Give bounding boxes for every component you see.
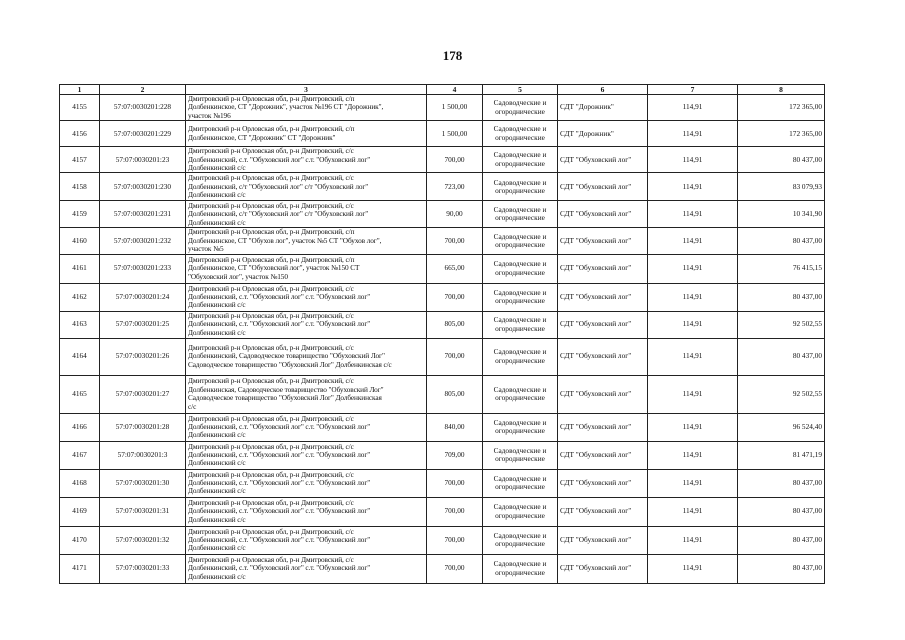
column-number: 3 (186, 85, 427, 95)
column-number: 7 (648, 85, 738, 95)
record-number: 4158 (60, 173, 100, 201)
address-cell (186, 201, 427, 228)
address-line: участок №196 (188, 110, 231, 120)
area-value: 1 500,00 (427, 95, 483, 121)
address-cell (186, 228, 427, 254)
table-body (60, 95, 825, 584)
address-line: "Обуховский лог", участок №150 (188, 271, 288, 281)
address-line: Долбенкинский, с/т "Обуховский лог" с/т "Обуховский лог" (188, 209, 369, 219)
cadastral-value: 92 502,55 (738, 311, 825, 338)
address-line: Дмитровский р-н Орловская обл, р-н Дмитровский, с/п (188, 227, 355, 237)
column-number: 4 (427, 85, 483, 95)
organization: СДТ "Обуховский лог" (558, 469, 648, 497)
area-value: 700,00 (427, 283, 483, 311)
address-cell (186, 375, 427, 413)
address-line: Долбенкинский с/с (188, 543, 246, 553)
cadastral-number: 57:07:0030201:31 (100, 497, 186, 526)
rate-value: 114,91 (648, 554, 738, 583)
address-line: Долбенкинский с/с (188, 458, 246, 468)
land-registry-table (59, 84, 825, 584)
cadastral-value: 80 437,00 (738, 469, 825, 497)
address-line: участок №5 (188, 244, 224, 254)
address-line: Долбенкинская, Садоводческое товарищество "Обуховский Лог" (188, 384, 384, 394)
organization: СДТ "Обуховский лог" (558, 254, 648, 283)
cadastral-value: 172 365,00 (738, 121, 825, 147)
record-number: 4157 (60, 147, 100, 173)
address-line: Долбенкинский, с/т "Обуховский лог" с/т "Обуховский лог" (188, 181, 369, 191)
table-row (60, 311, 825, 338)
land-use: Садоводческие и огороднические (483, 338, 558, 375)
organization: СДТ "Дорожник" (558, 95, 648, 121)
address-line: Дмитровский р-н Орловская обл, р-н Дмитровский, с/с (188, 526, 354, 536)
area-value: 90,00 (427, 201, 483, 228)
record-number: 4156 (60, 121, 100, 147)
cadastral-number: 57:07:0030201:32 (100, 526, 186, 554)
rate-value: 114,91 (648, 254, 738, 283)
cadastral-number: 57:07:0030201:24 (100, 283, 186, 311)
address-line: Дмитровский р-н Орловская обл, р-н Дмитровский, с/с (188, 173, 354, 183)
area-value: 723,00 (427, 173, 483, 201)
cadastral-number: 57:07:0030201:27 (100, 375, 186, 413)
area-value: 700,00 (427, 469, 483, 497)
cadastral-number: 57:07:0030201:228 (100, 95, 186, 121)
address-line: Дмитровский р-н Орловская обл, р-н Дмитровский, с/с (188, 555, 354, 565)
cadastral-number: 57:07:0030201:33 (100, 554, 186, 583)
area-value: 700,00 (427, 338, 483, 375)
address-line: Дмитровский р-н Орловская обл, р-н Дмитровский, с/п (188, 94, 355, 103)
area-value: 700,00 (427, 497, 483, 526)
cadastral-number: 57:07:0030201:23 (100, 147, 186, 173)
address-line: Дмитровский р-н Орловская обл, р-н Дмитровский, с/с (188, 441, 354, 451)
record-number: 4155 (60, 95, 100, 121)
area-value: 805,00 (427, 375, 483, 413)
address-line: с/с (188, 401, 197, 411)
area-value: 805,00 (427, 311, 483, 338)
organization: СДТ "Обуховский лог" (558, 497, 648, 526)
cadastral-number: 57:07:0030201:230 (100, 173, 186, 201)
record-number: 4162 (60, 283, 100, 311)
rate-value: 114,91 (648, 173, 738, 201)
organization: СДТ "Обуховский лог" (558, 375, 648, 413)
address-line: Дмитровский р-н Орловская обл, р-н Дмитровский, с/с (188, 343, 354, 353)
organization: СДТ "Дорожник" (558, 121, 648, 147)
land-use: Садоводческие и огороднические (483, 121, 558, 147)
rate-value: 114,91 (648, 121, 738, 147)
address-line: Долбенкинский, с.т. "Обуховский лог" с.т. "Обуховский лог" (188, 319, 371, 329)
area-value: 709,00 (427, 441, 483, 469)
cadastral-number: 57:07:0030201:232 (100, 228, 186, 254)
rate-value: 114,91 (648, 228, 738, 254)
organization: СДТ "Обуховский лог" (558, 413, 648, 441)
address-cell (186, 283, 427, 311)
rate-value: 114,91 (648, 311, 738, 338)
cadastral-value: 80 437,00 (738, 147, 825, 173)
organization: СДТ "Обуховский лог" (558, 311, 648, 338)
address-line: Долбенкинский, с.т. "Обуховский лог" с.т. "Обуховский лог" (188, 154, 371, 164)
area-value: 1 500,00 (427, 121, 483, 147)
address-line: Долбенкинский с/с (188, 163, 246, 173)
address-line: Долбенкинский, с.т. "Обуховский лог" с.т. "Обуховский лог" (188, 477, 371, 487)
table-row (60, 338, 825, 375)
column-number: 5 (483, 85, 558, 95)
cadastral-value: 80 437,00 (738, 283, 825, 311)
cadastral-value: 80 437,00 (738, 554, 825, 583)
address-line: Долбенкинский с/с (188, 486, 246, 496)
table-row (60, 201, 825, 228)
land-use: Садоводческие и огороднические (483, 441, 558, 469)
address-line: Долбенкинское, СТ "Дорожник", участок №196 СТ "Дорожник", (188, 102, 384, 112)
rate-value: 114,91 (648, 338, 738, 375)
address-line: Дмитровский р-н Орловская обл, р-н Дмитровский, с/с (188, 413, 354, 423)
cadastral-number: 57:07:0030201:28 (100, 413, 186, 441)
address-line: Дмитровский р-н Орловская обл, р-н Дмитровский, с/с (188, 376, 354, 386)
address-line: Дмитровский р-н Орловская обл, р-н Дмитровский, с/с (188, 498, 354, 508)
record-number: 4160 (60, 228, 100, 254)
cadastral-number: 57:07:0030201:231 (100, 201, 186, 228)
rate-value: 114,91 (648, 441, 738, 469)
table-row (60, 121, 825, 147)
land-use: Садоводческие и огороднические (483, 283, 558, 311)
cadastral-number: 57:07:0030201:3 (100, 441, 186, 469)
address-cell (186, 497, 427, 526)
organization: СДТ "Обуховский лог" (558, 441, 648, 469)
address-line: Садоводческое товарищество "Обуховский Лог" Долбенкинская с/с (188, 359, 392, 369)
record-number: 4168 (60, 469, 100, 497)
land-use: Садоводческие и огороднические (483, 147, 558, 173)
address-line: Долбенкинский с/с (188, 217, 246, 227)
address-line: Долбенкинский, с.т. "Обуховский лог" с.т. "Обуховский лог" (188, 449, 371, 459)
record-number: 4169 (60, 497, 100, 526)
address-line: Долбенкинское, СТ "Дорожник" СТ "Дорожник" (188, 132, 336, 142)
address-line: Долбенкинское, СТ "Обухов лог", участок №5 СТ "Обухов лог", (188, 235, 382, 245)
record-number: 4167 (60, 441, 100, 469)
address-cell (186, 338, 427, 375)
table-row (60, 413, 825, 441)
record-number: 4170 (60, 526, 100, 554)
cadastral-value: 80 437,00 (738, 497, 825, 526)
organization: СДТ "Обуховский лог" (558, 228, 648, 254)
cadastral-value: 80 437,00 (738, 338, 825, 375)
address-line: Дмитровский р-н Орловская обл, р-н Дмитровский, с/с (188, 200, 354, 210)
rate-value: 114,91 (648, 469, 738, 497)
table-row (60, 173, 825, 201)
address-line: Дмитровский р-н Орловская обл, р-н Дмитровский, с/п (188, 124, 355, 134)
address-line: Дмитровский р-н Орловская обл, р-н Дмитровский, с/п (188, 255, 355, 265)
land-use: Садоводческие и огороднические (483, 201, 558, 228)
area-value: 840,00 (427, 413, 483, 441)
record-number: 4166 (60, 413, 100, 441)
table-row (60, 254, 825, 283)
address-line: Долбенкинский, с.т. "Обуховский лог" с.т. "Обуховский лог" (188, 421, 371, 431)
address-line: Долбенкинский с/с (188, 327, 246, 337)
cadastral-value: 92 502,55 (738, 375, 825, 413)
address-cell (186, 469, 427, 497)
address-cell (186, 121, 427, 147)
cadastral-value: 172 365,00 (738, 95, 825, 121)
address-cell (186, 173, 427, 201)
land-use: Садоводческие и огороднические (483, 173, 558, 201)
cadastral-number: 57:07:0030201:229 (100, 121, 186, 147)
land-use: Садоводческие и огороднические (483, 228, 558, 254)
cadastral-value: 83 079,93 (738, 173, 825, 201)
land-use: Садоводческие и огороднические (483, 497, 558, 526)
area-value: 665,00 (427, 254, 483, 283)
table-row (60, 441, 825, 469)
cadastral-value: 80 437,00 (738, 228, 825, 254)
address-cell (186, 254, 427, 283)
land-use: Садоводческие и огороднические (483, 95, 558, 121)
address-line: Дмитровский р-н Орловская обл, р-н Дмитровский, с/с (188, 283, 354, 293)
record-number: 4161 (60, 254, 100, 283)
rate-value: 114,91 (648, 283, 738, 311)
address-line: Долбенкинский с/с (188, 430, 246, 440)
rate-value: 114,91 (648, 147, 738, 173)
land-use: Садоводческие и огороднические (483, 554, 558, 583)
cadastral-number: 57:07:0030201:233 (100, 254, 186, 283)
address-line: Дмитровский р-н Орловская обл, р-н Дмитровский, с/с (188, 469, 354, 479)
address-cell (186, 95, 427, 121)
cadastral-value: 96 524,40 (738, 413, 825, 441)
rate-value: 114,91 (648, 375, 738, 413)
table-row (60, 469, 825, 497)
column-number: 6 (558, 85, 648, 95)
rate-value: 114,91 (648, 526, 738, 554)
organization: СДТ "Обуховский лог" (558, 283, 648, 311)
cadastral-number: 57:07:0030201:26 (100, 338, 186, 375)
cadastral-number: 57:07:0030201:25 (100, 311, 186, 338)
area-value: 700,00 (427, 526, 483, 554)
rate-value: 114,91 (648, 413, 738, 441)
table-row (60, 554, 825, 583)
record-number: 4171 (60, 554, 100, 583)
column-number: 2 (100, 85, 186, 95)
cadastral-value: 80 437,00 (738, 526, 825, 554)
column-number: 1 (60, 85, 100, 95)
address-line: Долбенкинский, Садоводческое товарищество "Обуховский Лог" (188, 351, 385, 361)
column-number-row (60, 85, 825, 95)
record-number: 4159 (60, 201, 100, 228)
table-row (60, 497, 825, 526)
area-value: 700,00 (427, 228, 483, 254)
organization: СДТ "Обуховский лог" (558, 338, 648, 375)
address-line: Садоводческое товарищество "Обуховский Лог" Долбенкинская (188, 393, 382, 403)
rate-value: 114,91 (648, 95, 738, 121)
address-line: Долбенкинский с/с (188, 571, 246, 581)
table-row (60, 375, 825, 413)
area-value: 700,00 (427, 554, 483, 583)
cadastral-value: 76 415,15 (738, 254, 825, 283)
page-number: 178 (442, 48, 463, 63)
record-number: 4163 (60, 311, 100, 338)
rate-value: 114,91 (648, 201, 738, 228)
organization: СДТ "Обуховский лог" (558, 147, 648, 173)
address-line: Долбенкинский, с.т. "Обуховский лог" с.т. "Обуховский лог" (188, 291, 371, 301)
address-line: Долбенкинский, с.т. "Обуховский лог" с.т. "Обуховский лог" (188, 534, 371, 544)
land-use: Садоводческие и огороднические (483, 311, 558, 338)
address-cell (186, 526, 427, 554)
address-cell (186, 554, 427, 583)
address-cell (186, 311, 427, 338)
organization: СДТ "Обуховский лог" (558, 526, 648, 554)
record-number: 4165 (60, 375, 100, 413)
address-line: Долбенкинское, СТ "Обуховский лог", участок №150 СТ (188, 263, 360, 273)
cadastral-number: 57:07:0030201:30 (100, 469, 186, 497)
land-use: Садоводческие и огороднические (483, 413, 558, 441)
organization: СДТ "Обуховский лог" (558, 173, 648, 201)
record-number: 4164 (60, 338, 100, 375)
organization: СДТ "Обуховский лог" (558, 554, 648, 583)
land-use: Садоводческие и огороднические (483, 375, 558, 413)
land-use: Садоводческие и огороднические (483, 469, 558, 497)
address-line: Долбенкинский с/с (188, 300, 246, 310)
organization: СДТ "Обуховский лог" (558, 201, 648, 228)
address-line: Долбенкинский, с.т. "Обуховский лог" с.т. "Обуховский лог" (188, 563, 371, 573)
cadastral-value: 81 471,19 (738, 441, 825, 469)
column-number: 8 (738, 85, 825, 95)
table-row (60, 526, 825, 554)
land-use: Садоводческие и огороднические (483, 526, 558, 554)
address-line: Долбенкинский, с.т. "Обуховский лог" с.т. "Обуховский лог" (188, 506, 371, 516)
address-line: Дмитровский р-н Орловская обл, р-н Дмитровский, с/с (188, 146, 354, 156)
address-line: Долбенкинский с/с (188, 190, 246, 200)
address-line: Дмитровский р-н Орловская обл, р-н Дмитровский, с/с (188, 311, 354, 321)
area-value: 700,00 (427, 147, 483, 173)
address-line: Долбенкинский с/с (188, 514, 246, 524)
table-row (60, 95, 825, 121)
cadastral-value: 10 341,90 (738, 201, 825, 228)
address-cell (186, 147, 427, 173)
rate-value: 114,91 (648, 497, 738, 526)
address-cell (186, 413, 427, 441)
address-cell (186, 441, 427, 469)
table-row (60, 283, 825, 311)
land-use: Садоводческие и огороднические (483, 254, 558, 283)
table-row (60, 147, 825, 173)
table-row (60, 228, 825, 254)
